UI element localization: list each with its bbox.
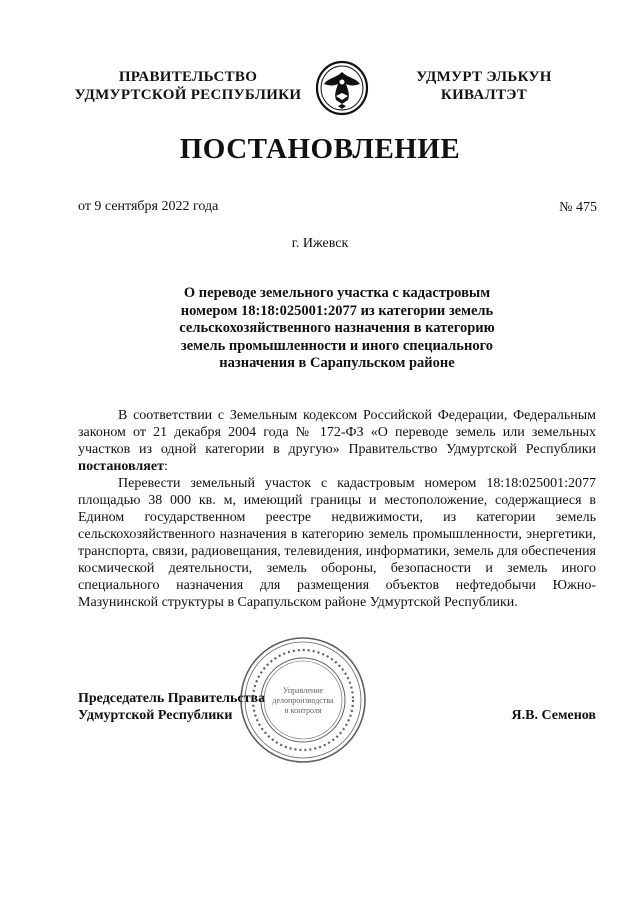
document-city: г. Ижевск	[291, 236, 349, 251]
subject-line-2: номером 18:18:025001:2077 из категории земель	[180, 302, 494, 319]
stamp-center-line-3: и контроля	[284, 706, 322, 715]
document-title: ПОСТАНОВЛЕНИЕ	[179, 133, 461, 165]
subject-line-1: О переводе земельного участка с кадастровым	[183, 285, 491, 301]
stamp-center-line-1: Управление	[282, 686, 324, 695]
signatory-position-line-1: Председатель Правительства	[78, 691, 266, 706]
issuer-name-udmurt	[396, 68, 572, 104]
subject-line-4: земель промышленности и иного специального	[180, 337, 494, 354]
subject-line-3: сельскохозяйственного назначения в категорию	[179, 320, 495, 336]
issuer-udmurt-line-2: КИВАЛТЭТ	[440, 87, 528, 103]
document-subject	[150, 285, 524, 373]
stamp-center-line-2: делопроизводства	[272, 696, 334, 705]
round-stamp-icon	[238, 635, 368, 765]
issuer-name-russian	[64, 68, 312, 104]
issuer-line-1: ПРАВИТЕЛЬСТВО	[118, 69, 258, 85]
issuer-udmurt-line-1: УДМУРТ ЭЛЬКУН	[416, 69, 552, 85]
signatory-name: Я.В. Семенов	[511, 708, 596, 723]
preamble-text: В соответствии с Земельным кодексом Российской Федерации, Федеральным законом от 21 декабря 2004 года № 172-ФЗ «О переводе земель или земельных участков из одной категории в другую» Правительство Удмуртской Республики	[78, 408, 596, 457]
preamble-paragraph	[78, 407, 596, 475]
document-number: № 475	[559, 200, 597, 215]
subject-line-5: назначения в Сарапульском районе	[219, 355, 455, 371]
resolves-word: постановляет	[78, 459, 164, 474]
coat-of-arms-icon	[314, 60, 370, 116]
document-date: от 9 сентября 2022 года	[78, 199, 219, 214]
preamble-colon: :	[163, 459, 168, 474]
signatory-position-line-2: Удмуртской Республики	[78, 708, 233, 723]
issuer-line-2: УДМУРТСКОЙ РЕСПУБЛИКИ	[74, 87, 302, 103]
resolution-paragraph: Перевести земельный участок с кадастровым номером 18:18:025001:2077 площадью 38 000 кв. м, имеющий границы и местоположение, содержащиеся в Едином государственном реестре недвижимости, из категории земель сельскохозяйственного назначения в категорию земель промышленности, энергетики, транспорта, связи, радиовещания, телевидения, информатики, земель для обеспечения космической деятельности, земель обороны, безопасности и земель иного специального назначения для размещения объектов нефтедобычи Южно-Мазунинской структуры в Сарапульском районе Удмуртской Республики.	[78, 476, 596, 610]
document-body	[78, 407, 596, 611]
